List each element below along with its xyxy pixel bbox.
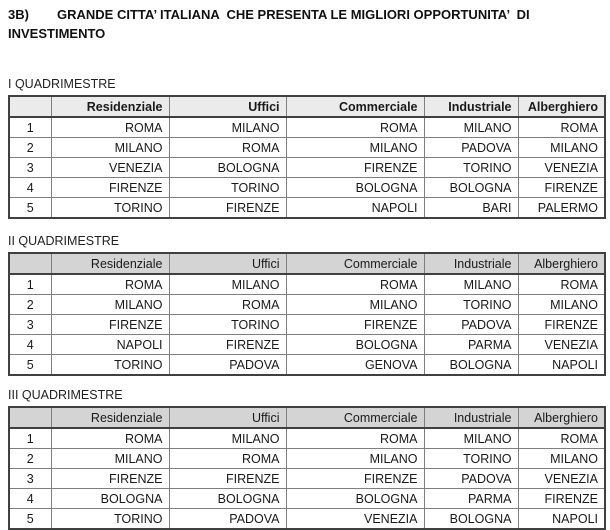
city-cell: PADOVA [169,509,286,530]
column-header-alberghiero: Alberghiero [518,407,605,428]
table-row [9,198,605,219]
column-header-residenziale: Residenziale [51,96,169,117]
city-cell: FIRENZE [286,315,424,335]
rank-cell: 4 [9,489,51,509]
doc-heading-number: 3B) [8,7,29,22]
city-cell: TORINO [169,315,286,335]
table-row [9,489,605,509]
city-cell: BOLOGNA [286,489,424,509]
header-row [9,253,605,274]
column-header-rank [9,253,51,274]
city-cell: TORINO [51,355,169,376]
city-cell: FIRENZE [518,489,605,509]
city-cell: MILANO [286,449,424,469]
table-row [9,295,605,315]
city-cell: MILANO [518,295,605,315]
section-title: I QUADRIMESTRE [8,77,116,91]
city-cell: ROMA [169,449,286,469]
section-quadrimestre-1 [8,77,604,219]
column-header-residenziale: Residenziale [51,407,169,428]
city-cell: TORINO [169,178,286,198]
column-header-industriale: Industriale [424,253,518,274]
city-cell: MILANO [169,428,286,449]
column-header-commerciale: Commerciale [286,96,424,117]
rank-cell: 3 [9,469,51,489]
city-cell: MILANO [424,274,518,295]
rank-cell: 4 [9,335,51,355]
column-header-uffici: Uffici [169,96,286,117]
city-cell: NAPOLI [518,355,605,376]
rank-cell: 5 [9,509,51,530]
column-header-industriale: Industriale [424,96,518,117]
city-cell: BOLOGNA [169,489,286,509]
section-quadrimestre-3 [8,388,604,530]
city-cell: ROMA [518,274,605,295]
table-row [9,469,605,489]
city-cell: FIRENZE [51,315,169,335]
city-cell: GENOVA [286,355,424,376]
city-cell: ROMA [518,428,605,449]
city-cell: PARMA [424,335,518,355]
city-cell: FIRENZE [51,469,169,489]
city-cell: ROMA [286,428,424,449]
city-cell: TORINO [424,295,518,315]
city-cell: FIRENZE [51,178,169,198]
city-cell: TORINO [51,509,169,530]
city-cell: PARMA [424,489,518,509]
city-cell: ROMA [169,138,286,158]
city-cell: ROMA [518,117,605,138]
header-row [9,96,605,117]
city-cell: MILANO [51,295,169,315]
city-cell: TORINO [424,158,518,178]
section-title: II QUADRIMESTRE [8,234,120,248]
city-cell: BOLOGNA [286,335,424,355]
city-cell: BARI [424,198,518,219]
rank-cell: 1 [9,428,51,449]
city-cell: TORINO [424,449,518,469]
city-cell: PADOVA [169,355,286,376]
section-quadrimestre-2 [8,234,604,376]
table-row [9,355,605,376]
city-cell: MILANO [424,428,518,449]
table-row [9,315,605,335]
table-row [9,335,605,355]
city-cell: FIRENZE [169,469,286,489]
header-row [9,407,605,428]
column-header-commerciale: Commerciale [286,407,424,428]
column-header-uffici: Uffici [169,407,286,428]
rank-cell: 2 [9,449,51,469]
city-cell: VENEZIA [518,469,605,489]
city-cell: FIRENZE [169,335,286,355]
table-row [9,158,605,178]
city-cell: VENEZIA [286,509,424,530]
column-header-uffici: Uffici [169,253,286,274]
city-cell: BOLOGNA [169,158,286,178]
city-cell: VENEZIA [518,335,605,355]
city-cell: PALERMO [518,198,605,219]
city-cell: MILANO [169,117,286,138]
rank-cell: 5 [9,355,51,376]
city-cell: MILANO [424,117,518,138]
column-header-rank [9,96,51,117]
city-cell: BOLOGNA [424,509,518,530]
table-row [9,428,605,449]
section-title: III QUADRIMESTRE [8,388,123,402]
city-cell: NAPOLI [518,509,605,530]
table-row [9,178,605,198]
column-header-industriale: Industriale [424,407,518,428]
city-cell: FIRENZE [286,469,424,489]
city-cell: ROMA [51,274,169,295]
rank-cell: 4 [9,178,51,198]
city-cell: MILANO [51,138,169,158]
city-cell: VENEZIA [518,158,605,178]
ranking-table-q1 [8,95,606,219]
city-cell: PADOVA [424,315,518,335]
city-cell: ROMA [286,117,424,138]
table-row [9,509,605,530]
table-row [9,138,605,158]
ranking-table-q2 [8,252,606,376]
column-header-alberghiero: Alberghiero [518,96,605,117]
city-cell: MILANO [169,274,286,295]
city-cell: MILANO [518,138,605,158]
city-cell: ROMA [51,117,169,138]
doc-heading-line1: GRANDE CITTA’ ITALIANA CHE PRESENTA LE MIGLIORI OPPORTUNITA’ DI [57,7,530,22]
city-cell: BOLOGNA [286,178,424,198]
column-header-rank [9,407,51,428]
table-row [9,117,605,138]
city-cell: MILANO [286,138,424,158]
rank-cell: 3 [9,315,51,335]
city-cell: MILANO [518,449,605,469]
rank-cell: 2 [9,138,51,158]
city-cell: VENEZIA [51,158,169,178]
city-cell: PADOVA [424,138,518,158]
city-cell: TORINO [51,198,169,219]
city-cell: NAPOLI [51,335,169,355]
column-header-commerciale: Commerciale [286,253,424,274]
city-cell: BOLOGNA [51,489,169,509]
city-cell: BOLOGNA [424,178,518,198]
rank-cell: 1 [9,117,51,138]
table-row [9,274,605,295]
doc-heading-line2: INVESTIMENTO [8,26,106,41]
city-cell: ROMA [169,295,286,315]
city-cell: NAPOLI [286,198,424,219]
doc-heading [8,5,604,43]
rank-cell: 1 [9,274,51,295]
city-cell: PADOVA [424,469,518,489]
column-header-alberghiero: Alberghiero [518,253,605,274]
city-cell: MILANO [286,295,424,315]
city-cell: FIRENZE [518,178,605,198]
ranking-table-q3 [8,406,606,530]
city-cell: BOLOGNA [424,355,518,376]
rank-cell: 3 [9,158,51,178]
city-cell: FIRENZE [518,315,605,335]
city-cell: ROMA [51,428,169,449]
city-cell: FIRENZE [286,158,424,178]
city-cell: MILANO [51,449,169,469]
rank-cell: 5 [9,198,51,219]
column-header-residenziale: Residenziale [51,253,169,274]
city-cell: ROMA [286,274,424,295]
rank-cell: 2 [9,295,51,315]
table-row [9,449,605,469]
city-cell: FIRENZE [169,198,286,219]
